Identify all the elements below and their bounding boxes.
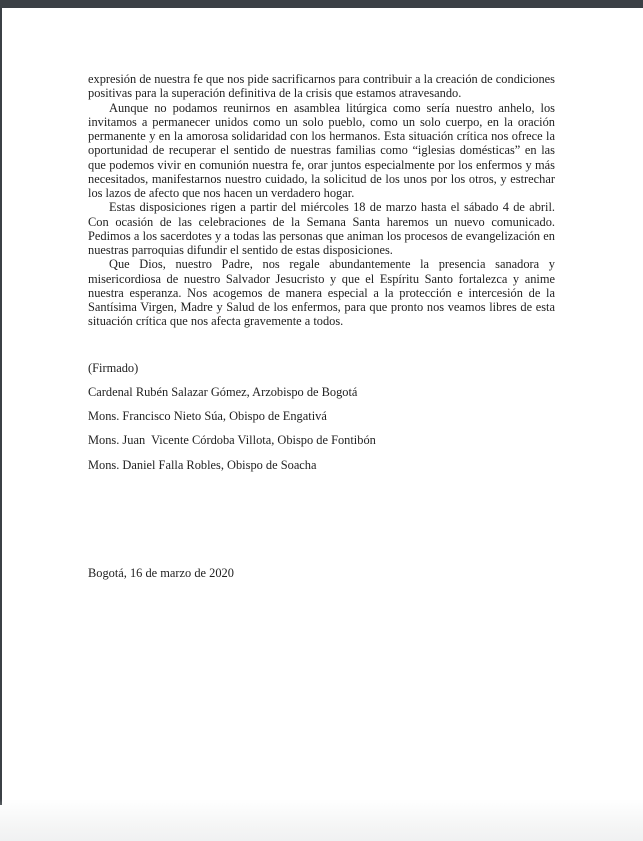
paragraph: Aunque no podamos reunirnos en asamblea litúrgica como sería nuestro anhelo, los invitamos a permanecer unidos como un solo pueblo, como un solo cuerpo, en la oración permanente y en la amorosa solidaridad con los hermanos. Esta situación crítica nos ofrece la oportunidad de recuperar el sentido de nuestras familias como “iglesias domésticas” en las que podemos vivir en comunión nuestra fe, orar juntos especialmente por los enfermos y más necesitados, manifestarnos nuestro cuidado, la solicitud de los unos por los otros, y estrechar los lazos de afecto que nos hacen un verdadero hogar. — [88, 100, 555, 200]
window-top-frame-edge — [0, 0, 643, 8]
paragraph: Estas disposiciones rigen a partir del miércoles 18 de marzo hasta el sábado 4 de abril. Con ocasión de las celebraciones de la Semana Santa haremos un nuevo comunicado. Pedimos a los sacerdotes y a todas las personas que animan los procesos de evangelización en nuestras parroquias difundir el sentido de estas disposiciones. — [88, 200, 555, 257]
paragraph: Que Dios, nuestro Padre, nos regale abundantemente la presencia sanadora y misericordiosa de nuestro Salvador Jesucristo y que el Espíritu Santo fortalezca y anime nuestra esperanza. Nos acogemos de manera especial a la protección e intercesión de la Santísima Virgen, Madre y Salud de los enfermos, para que pronto nos veamos libres de esta situación crítica que nos afecta gravemente a todos. — [88, 257, 555, 329]
dateline: Bogotá, 16 de marzo de 2020 — [88, 565, 234, 580]
window-left-frame-edge — [0, 8, 2, 805]
document-body-text — [88, 72, 555, 580]
bottom-fade — [0, 799, 643, 841]
signatory-line: Cardenal Rubén Salazar Gómez, Arzobispo de Bogotá — [88, 384, 358, 399]
signatory-line: Mons. Daniel Falla Robles, Obispo de Soacha — [88, 457, 317, 472]
signature-block — [88, 361, 555, 472]
paragraph-continuation: expresión de nuestra fe que nos pide sacrificarnos para contribuir a la creación de condiciones positivas para la superación definitiva de la crisis que estamos atravesando. — [88, 72, 555, 101]
signatory-line: Mons. Juan Vicente Córdoba Villota, Obispo de Fontibón — [88, 433, 376, 448]
signed-label: (Firmado) — [88, 360, 139, 375]
signatory-line: Mons. Francisco Nieto Súa, Obispo de Engativá — [88, 409, 327, 423]
